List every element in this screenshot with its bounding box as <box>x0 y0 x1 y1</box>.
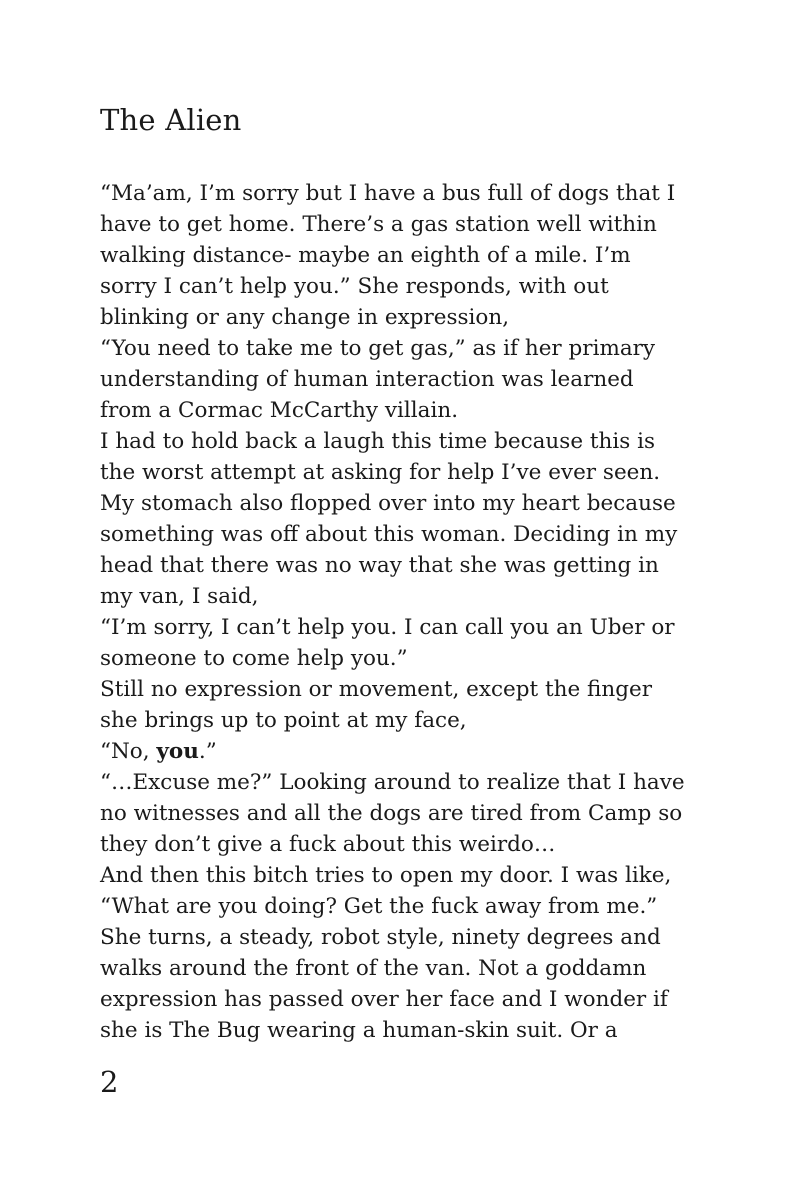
text-line: walking distance- maybe an eighth of a mile. I’m <box>100 243 631 268</box>
page-number: 2 <box>100 1065 119 1099</box>
text-line: walks around the front of the van. Not a goddamn <box>100 956 647 981</box>
emphasized-word: you <box>156 739 199 764</box>
text-line: My stomach also flopped over into my heart because <box>100 491 676 516</box>
text-line: the worst attempt at asking for help I’ve ever seen. <box>100 460 661 485</box>
text-line: “I’m sorry, I can’t help you. I can call you an Uber or <box>100 615 675 640</box>
text-line: my van, I said, <box>100 584 259 609</box>
text-line: head that there was no way that she was getting in <box>100 553 659 578</box>
text-line-emphasis <box>100 736 720 767</box>
text-line: “What are you doing? Get the fuck away from me.” <box>100 894 658 919</box>
text-line: they don’t give a fuck about this weirdo… <box>100 832 556 857</box>
text-line: And then this bitch tries to open my door. I was like, <box>100 863 672 888</box>
text-line: she brings up to point at my face, <box>100 708 467 733</box>
text-line: sorry I can’t help you.” She responds, with out <box>100 274 609 299</box>
text-line: “Ma’am, I’m sorry but I have a bus full of dogs that I <box>100 181 676 206</box>
text-line: someone to come help you.” <box>100 646 408 671</box>
text-line: something was off about this woman. Deciding in my <box>100 522 678 547</box>
text-line: understanding of human interaction was learned <box>100 367 634 392</box>
text-line: no witnesses and all the dogs are tired from Camp so <box>100 801 683 826</box>
page-title: The Alien <box>100 103 242 137</box>
text-line: have to get home. There’s a gas station well within <box>100 212 657 237</box>
text-line: from a Cormac McCarthy villain. <box>100 398 459 423</box>
text-segment: .” <box>198 739 217 764</box>
text-line: she is The Bug wearing a human-skin suit. Or a <box>100 1018 618 1043</box>
text-segment: “No, <box>100 739 157 764</box>
text-line: Still no expression or movement, except the finger <box>100 677 653 702</box>
text-line: expression has passed over her face and I wonder if <box>100 987 668 1012</box>
text-line: “You need to take me to get gas,” as if her primary <box>100 336 656 361</box>
text-line: She turns, a steady, robot style, ninety degrees and <box>100 925 661 950</box>
text-line: blinking or any change in expression, <box>100 305 510 330</box>
text-line: I had to hold back a laugh this time because this is <box>100 429 656 454</box>
body-text <box>100 178 720 1046</box>
text-line: “…Excuse me?” Looking around to realize that I have <box>100 770 685 795</box>
